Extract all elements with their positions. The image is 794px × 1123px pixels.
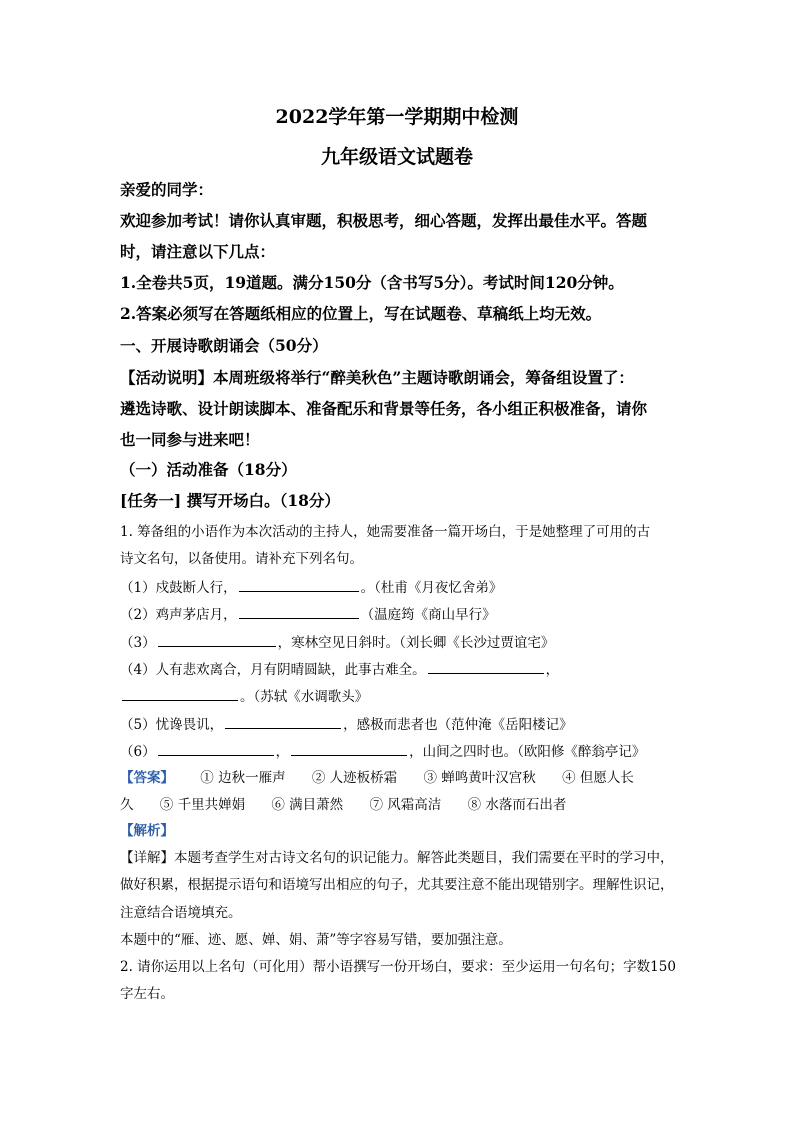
- item-3-text: ，寒林空见日斜时。（刘长卿《长沙过贾谊宅》: [277, 635, 555, 651]
- answers-row-1: [120, 768, 680, 788]
- answer-item: ③ 蝉鸣黄叶汉宫秋: [423, 770, 536, 786]
- question-1-line-2: 诗文名句，以备使用。请补充下列名句。: [120, 551, 363, 567]
- item-6-source: ，山间之四时也。（欧阳修《醉翁亭记》: [409, 744, 646, 760]
- answer-blank[interactable]: [291, 741, 407, 756]
- question-2-line-2: 字左右。: [120, 986, 174, 1002]
- exam-subtitle: 九年级语文试题卷: [320, 146, 473, 168]
- fill-item-1: [120, 577, 680, 598]
- answer-blank[interactable]: [239, 604, 359, 619]
- greeting: 亲爱的同学：: [120, 180, 214, 199]
- answer-item: ④ 但愿人长: [562, 770, 634, 786]
- analysis-label: [120, 821, 680, 841]
- question-2-line-1: 2. 请你运用以上名句（可化用）帮小语撰写一份开场白，要求：至少运用一句名句；字数150: [120, 959, 676, 975]
- fill-item-6: [120, 741, 680, 762]
- fill-item-5: [120, 714, 680, 735]
- answer-item: ② 人迹板桥霜: [311, 770, 398, 786]
- fill-item-4-continued: [120, 686, 680, 707]
- answer-item: ⑥ 满目萧然: [271, 797, 344, 813]
- answer-blank[interactable]: [158, 741, 274, 756]
- answers-row-2: [120, 795, 680, 815]
- answer-item: ⑦ 风霜高洁: [369, 797, 442, 813]
- answer-blank[interactable]: [428, 659, 544, 674]
- activity-line-3: 也一同参与进来吧！: [120, 430, 260, 449]
- fill-item-4: [120, 659, 680, 680]
- answer-blank[interactable]: [225, 714, 341, 729]
- fill-item-3: [120, 632, 680, 653]
- detail-label: 【详解】: [120, 850, 174, 866]
- item-2-source: （温庭筠《商山早行》: [360, 607, 496, 623]
- detail-text: 本题考查学生对古诗文名句的识记能力。解答此类题目，我们需要在平时的学习中，: [174, 850, 674, 866]
- item-4-comma: ，: [545, 662, 560, 678]
- exam-title: 2022学年第一学期期中检测: [275, 106, 519, 128]
- detail-line-2: 做好积累，根据提示语句和语境写出相应的句子，尤其要注意不能出现错别字。理解性识记，: [120, 877, 674, 893]
- activity-line-1: 【活动说明】本周班级将举行“醉美秋色”主题诗歌朗诵会，筹备组设置了：: [120, 368, 634, 387]
- rule-2: 2.答案必须写在答题纸相应的位置上，写在试题卷、草稿纸上均无效。: [120, 304, 602, 323]
- item-5-source: ，感极而悲者也（范仲淹《岳阳楼记》: [343, 717, 573, 733]
- section-heading: 一、开展诗歌朗诵会（50分）: [120, 336, 328, 355]
- detail-line-3: 注意结合语境填充。: [120, 905, 242, 921]
- intro-line-2: 时，请注意以下几点：: [120, 242, 276, 261]
- item-3-number: （3）: [120, 635, 156, 651]
- item-4-prompt: （4）人有悲欢离合，月有阴晴圆缺，此事古难全。: [120, 662, 426, 678]
- fill-item-2: [120, 604, 680, 625]
- answer-blank[interactable]: [158, 632, 276, 647]
- item-1-prompt: （1）戍鼓断人行，: [120, 580, 237, 596]
- item-2-prompt: （2）鸡声茅店月，: [120, 607, 237, 623]
- answer-item: ① 边秋一雁声: [200, 770, 286, 786]
- answer-blank[interactable]: [239, 577, 359, 592]
- item-5-prompt: （5）忧谗畏讥，: [120, 717, 224, 733]
- item-6-comma: ，: [275, 744, 290, 760]
- answer-item: ⑧ 水落而石出者: [467, 797, 567, 813]
- rule-1: 1.全卷共5页，19道题。满分150分（含书写5分）。考试时间120分钟。: [120, 273, 624, 292]
- item-1-source: 。（杜甫《月夜忆舍弟》: [360, 580, 503, 596]
- note-line: 本题中的“雁、迹、愿、婵、娟、萧”等字容易写错，要加强注意。: [120, 932, 512, 948]
- task-heading: [任务一] 撰写开场白。（18分）: [120, 491, 340, 510]
- question-1-line-1: 1. 筹备组的小语作为本次活动的主持人，她需要准备一篇开场白，于是她整理了可用的古: [120, 524, 651, 540]
- detail-line-1: [120, 848, 680, 868]
- item-6-number: （6）: [120, 744, 156, 760]
- activity-line-2: 遴选诗歌、设计朗读脚本、准备配乐和背景等任务，各小组正积极准备，请你: [120, 399, 648, 418]
- part-heading: （一）活动准备（18分）: [120, 460, 297, 479]
- answer-blank[interactable]: [122, 686, 238, 701]
- analysis-label-text: 【解析】: [120, 823, 174, 839]
- answer-item: ⑤ 千里共婵娟: [159, 797, 246, 813]
- intro-line-1: 欢迎参加考试！请你认真审题，积极思考，细心答题，发挥出最佳水平。答题: [120, 211, 648, 230]
- answer-item: 久: [120, 797, 134, 813]
- answer-label: 【答案】: [120, 770, 174, 786]
- item-4-source: 。（苏轼《水调歌头》: [240, 689, 369, 705]
